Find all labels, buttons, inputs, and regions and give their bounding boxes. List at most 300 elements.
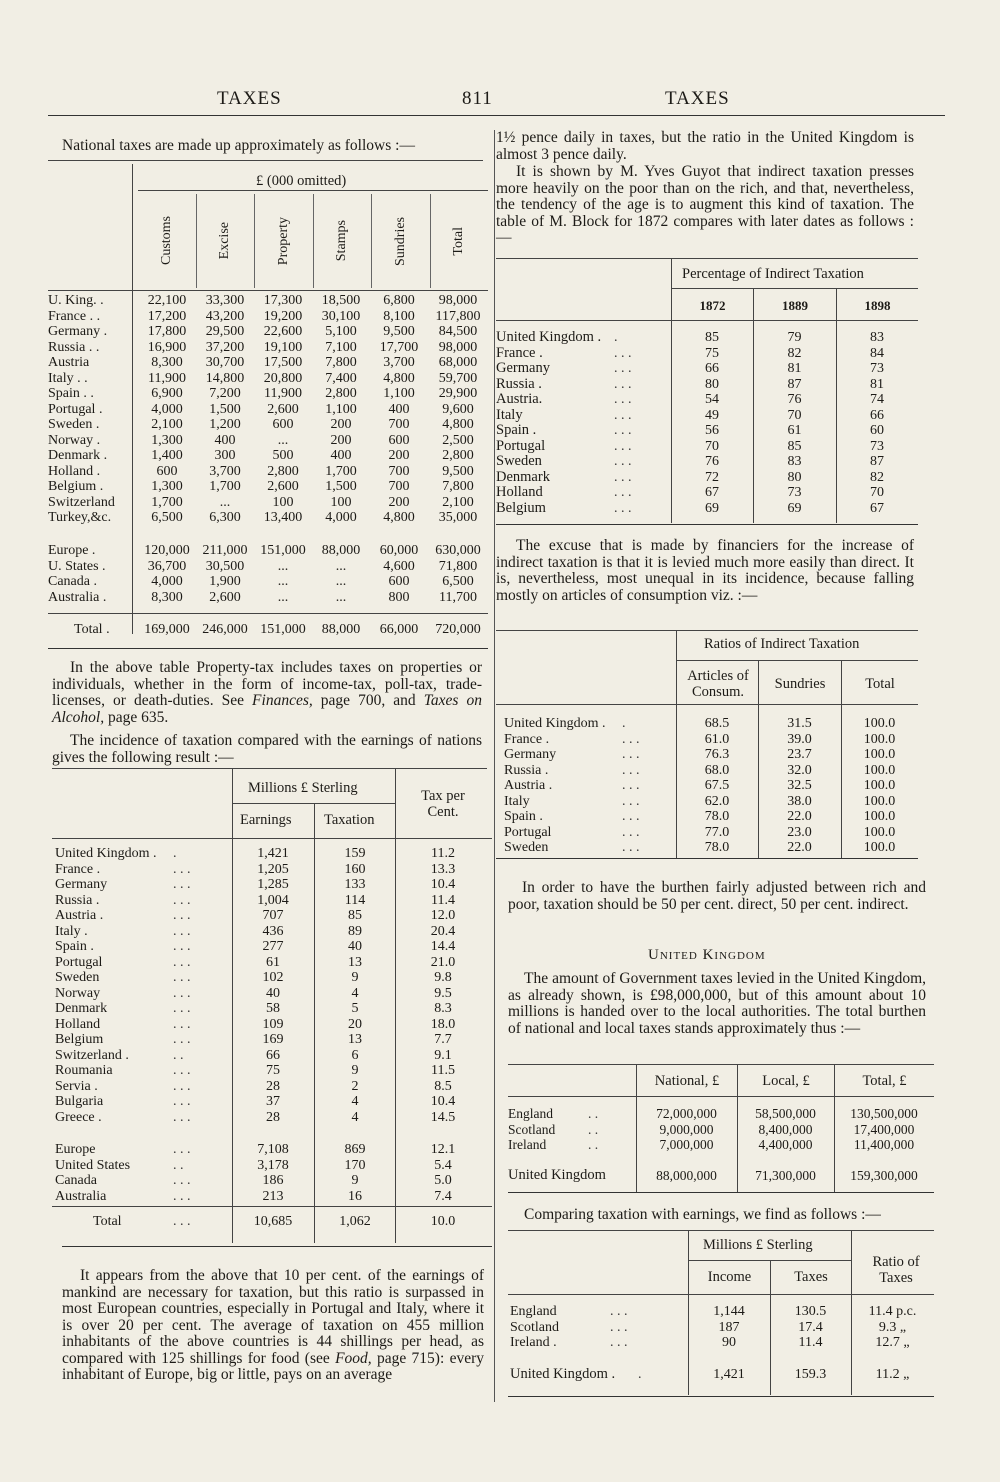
leader-dots: . . . bbox=[173, 877, 191, 892]
row-label: Italy bbox=[496, 406, 523, 423]
t2-total-label: Total bbox=[93, 1214, 122, 1229]
cell: 600 bbox=[388, 432, 410, 448]
cell: 8.5 bbox=[434, 1078, 452, 1094]
table-row bbox=[504, 763, 918, 779]
cell: 3,700 bbox=[383, 355, 415, 370]
cell: 1,144 bbox=[713, 1304, 745, 1319]
cell: 60 bbox=[870, 423, 884, 438]
table-row bbox=[496, 330, 918, 346]
table-row bbox=[55, 1017, 490, 1033]
table-row bbox=[504, 825, 918, 841]
row-label: Holland bbox=[496, 484, 543, 500]
table-row bbox=[55, 1048, 490, 1064]
cell: 36,700 bbox=[147, 558, 187, 574]
cell: 1,300 bbox=[151, 432, 183, 448]
leader-dots: . . bbox=[173, 1047, 184, 1063]
cell: 21.0 bbox=[430, 954, 456, 970]
cell: 9,500 bbox=[383, 324, 415, 339]
cell: 11,900 bbox=[148, 370, 186, 386]
leader-dots: . . . bbox=[610, 1304, 628, 1319]
cell: 170 bbox=[344, 1157, 366, 1173]
cell: 11.4 bbox=[798, 1335, 823, 1350]
cell: 83 bbox=[870, 330, 884, 345]
column-separator bbox=[494, 130, 495, 1402]
leader-dots: . . . bbox=[173, 1032, 191, 1047]
t1-total-label: Total . bbox=[74, 622, 110, 637]
cell: 2,100 bbox=[151, 417, 183, 432]
cell: 67 bbox=[705, 485, 719, 500]
cell: 159.3 bbox=[794, 1367, 827, 1382]
cell: 39.0 bbox=[787, 731, 812, 747]
cell: 73 bbox=[870, 361, 884, 376]
cell: 23.0 bbox=[787, 824, 812, 840]
cell: 22,100 bbox=[147, 293, 187, 308]
row-label: Spain . bbox=[496, 422, 537, 438]
cell: 1,500 bbox=[209, 401, 241, 417]
cell: 159 bbox=[344, 846, 366, 861]
t1-header-rule bbox=[48, 290, 488, 291]
header-rule bbox=[48, 115, 945, 116]
cell: 31.5 bbox=[787, 716, 812, 731]
cell: 72,000,000 bbox=[656, 1106, 717, 1121]
row-label: Spain . bbox=[504, 809, 543, 824]
cell: 32.5 bbox=[787, 778, 812, 793]
cell: 130.5 bbox=[794, 1304, 827, 1319]
cell: 29,900 bbox=[438, 386, 478, 401]
cell: 78.0 bbox=[704, 809, 730, 824]
cell: 5,100 bbox=[325, 324, 357, 339]
cell: 100 bbox=[272, 494, 294, 510]
leader-dots: . . . bbox=[614, 500, 632, 516]
cell: 81 bbox=[787, 361, 802, 376]
cell: 11,900 bbox=[264, 386, 302, 401]
leader-dots: . bbox=[614, 330, 618, 345]
cell: 9 bbox=[351, 1173, 359, 1188]
cell: 9,500 bbox=[442, 463, 474, 479]
cell: 100.0 bbox=[863, 731, 896, 747]
leader-dots: . . bbox=[588, 1137, 599, 1152]
table-row bbox=[48, 293, 488, 309]
row-label: United Kingdom . bbox=[504, 716, 606, 731]
cell: 11,700 bbox=[439, 589, 477, 605]
cell: 20.4 bbox=[430, 923, 456, 939]
t6-total bbox=[510, 1367, 934, 1383]
cell: 6,300 bbox=[209, 510, 241, 525]
row-label: Germany . bbox=[48, 324, 108, 339]
cell: 54 bbox=[705, 392, 719, 407]
cell: 87 bbox=[787, 376, 802, 392]
cell: 133 bbox=[344, 877, 366, 892]
cell: 80 bbox=[787, 469, 802, 485]
table-row bbox=[496, 454, 918, 470]
cell: 73 bbox=[870, 438, 884, 454]
row-label: Portugal bbox=[496, 437, 546, 454]
cell: 8,300 bbox=[151, 589, 183, 605]
row-label: U. States . bbox=[48, 558, 106, 574]
cell: 4,600 bbox=[383, 558, 415, 574]
cell: 35,000 bbox=[438, 510, 478, 525]
cell: 7,400 bbox=[325, 370, 357, 386]
t3-year-1898: 1898 bbox=[864, 298, 891, 313]
cell: 40 bbox=[348, 939, 362, 954]
table-row bbox=[510, 1320, 934, 1336]
cell: 16,900 bbox=[147, 339, 187, 355]
row-label: Italy bbox=[504, 793, 530, 809]
cell: 38.0 bbox=[787, 793, 812, 809]
cell: 186 bbox=[262, 1173, 284, 1188]
table-row bbox=[55, 846, 490, 862]
cell: 72 bbox=[705, 469, 719, 485]
cell: 9 bbox=[351, 1063, 359, 1078]
row-label: France . bbox=[496, 344, 543, 361]
row-label: Russia . . bbox=[48, 339, 100, 355]
cell: 707 bbox=[262, 908, 284, 923]
row-label: Switzerland . bbox=[55, 1047, 129, 1063]
table-row bbox=[496, 346, 918, 362]
cell: 11.4 p.c. bbox=[868, 1304, 917, 1319]
table-row bbox=[48, 622, 488, 638]
table-row bbox=[496, 361, 918, 377]
row-label: Portugal . bbox=[48, 401, 103, 417]
row-label: Portugal bbox=[504, 824, 552, 840]
cell: ... bbox=[277, 589, 289, 605]
table-row bbox=[48, 543, 488, 559]
cell: 100.0 bbox=[863, 747, 896, 762]
table-row bbox=[55, 1079, 490, 1095]
t5-col-local: Local, £ bbox=[762, 1073, 810, 1089]
row-label: Belgium bbox=[496, 499, 546, 516]
cell: 79 bbox=[787, 330, 802, 345]
cell: 1,700 bbox=[325, 463, 357, 479]
leader-dots: . . . bbox=[614, 469, 632, 485]
cell: 85 bbox=[348, 908, 362, 923]
t3-bottom-rule bbox=[496, 524, 918, 525]
row-label: Scotland bbox=[508, 1121, 556, 1137]
cell: 211,000 bbox=[202, 543, 248, 558]
table-row bbox=[48, 510, 488, 526]
cell: 8,300 bbox=[151, 355, 183, 370]
cell: 4,000 bbox=[325, 510, 357, 525]
cell: 17.4 bbox=[798, 1319, 823, 1335]
left-para-1: In the above table Property-tax includes taxes on properties or individuals, whether in the form of income-tax, poll-tax, trade-licenses, or death-duties. See Finances, page 700, and Taxes on Alcohol, page 635. bbox=[52, 659, 482, 726]
cell: 7,200 bbox=[209, 386, 241, 401]
leader-dots: . . . bbox=[173, 1001, 191, 1016]
cell: 89 bbox=[348, 923, 362, 939]
t6-bottom-rule bbox=[508, 1396, 934, 1397]
cell: 58,500,000 bbox=[755, 1106, 816, 1121]
t6-body bbox=[510, 1304, 934, 1351]
cell: 10.0 bbox=[430, 1214, 456, 1229]
cell: 117,800 bbox=[435, 308, 481, 324]
cell: 98,000 bbox=[438, 293, 478, 308]
cell: 81 bbox=[870, 376, 884, 392]
cell: 200 bbox=[388, 448, 410, 463]
cell: 277 bbox=[262, 939, 284, 954]
cell: 62.0 bbox=[704, 793, 730, 809]
cell: 16 bbox=[348, 1188, 362, 1204]
table-row bbox=[48, 309, 488, 325]
cell: 66 bbox=[870, 407, 884, 423]
leader-dots: . . . bbox=[173, 1078, 191, 1094]
cell: 100.0 bbox=[863, 793, 896, 809]
cell: 18.0 bbox=[430, 1016, 456, 1032]
cell: 1,421 bbox=[713, 1367, 745, 1382]
leader-dots: . . . bbox=[622, 731, 640, 747]
table-row bbox=[48, 324, 488, 340]
cell: 2,800 bbox=[325, 386, 357, 401]
leader-dots: . . . bbox=[622, 762, 640, 778]
cell: 1,285 bbox=[257, 877, 289, 892]
cell: 69 bbox=[705, 500, 719, 516]
row-label: Norway . bbox=[48, 432, 101, 448]
cell: ... bbox=[335, 589, 347, 605]
table-row bbox=[508, 1137, 934, 1153]
table-row bbox=[55, 877, 490, 893]
row-label: Sweden bbox=[504, 840, 549, 855]
leader-dots: . . . bbox=[614, 407, 632, 423]
t2-group-rule bbox=[233, 803, 395, 804]
row-label: France . bbox=[55, 861, 101, 877]
leader-dots: . . . bbox=[173, 861, 191, 877]
table-row bbox=[55, 970, 490, 986]
table-row bbox=[55, 893, 490, 909]
right-para-3: The excuse that is made by financiers for the increase of indirect taxation is that it is levied much more easily than direct. It is, nevertheless, most unequal in its incidence, because falling mostly on articles of consumption viz. :— bbox=[496, 537, 914, 604]
cell: 56 bbox=[705, 423, 719, 438]
row-label: Austria . bbox=[504, 778, 553, 793]
t1-top-rule bbox=[48, 160, 483, 161]
cell: 82 bbox=[870, 469, 884, 485]
row-label: England bbox=[510, 1304, 557, 1319]
right-para-2: It is shown by M. Yves Guyot that indirect taxation presses more heavily on the poor than on the rich, and that, nevertheless, the tendency of the age is to augment this kind of taxation. The table of M. Block for 1872 compares with later dates as follows :— bbox=[496, 163, 914, 246]
table-row bbox=[48, 386, 488, 402]
cell: 130,500,000 bbox=[850, 1106, 918, 1121]
cell: 90 bbox=[722, 1335, 736, 1350]
leader-dots: . . . bbox=[173, 923, 191, 939]
right-para-4: In order to have the burthen fairly adjusted between rich and poor, taxation should be 50 per cent. direct, 50 per cent. indirect. bbox=[508, 879, 926, 913]
cell: 19,100 bbox=[263, 339, 303, 355]
table-row bbox=[48, 479, 488, 495]
leader-dots: . bbox=[638, 1367, 642, 1382]
cell: 66,000 bbox=[379, 622, 419, 637]
table-row bbox=[55, 862, 490, 878]
leader-dots: . . . bbox=[614, 376, 632, 392]
leader-dots: . . . bbox=[173, 1109, 191, 1125]
t4-bottom-rule bbox=[496, 858, 918, 859]
cell: 4 bbox=[351, 1094, 359, 1109]
cell: 100 bbox=[330, 494, 352, 510]
cell: 1,100 bbox=[325, 401, 357, 417]
leader-dots: . . . bbox=[614, 345, 632, 361]
leader-dots: . . . bbox=[173, 985, 191, 1001]
t2-total bbox=[55, 1214, 490, 1230]
cell: 17,500 bbox=[263, 355, 303, 370]
cell: 8,100 bbox=[383, 308, 415, 324]
row-label: Spain . . bbox=[48, 386, 94, 401]
cell: 75 bbox=[266, 1063, 280, 1078]
cell: 75 bbox=[705, 345, 719, 361]
leader-dots: . . . bbox=[622, 824, 640, 840]
cell: 160 bbox=[344, 861, 366, 877]
t1-column-headers bbox=[138, 194, 488, 288]
cell: ... bbox=[219, 494, 231, 510]
cell: 2,800 bbox=[442, 448, 474, 463]
leader-dots: . . . bbox=[173, 908, 191, 923]
cell: 8.3 bbox=[434, 1001, 452, 1016]
t5-col-total: Total, £ bbox=[862, 1073, 907, 1089]
right-para-6: Comparing taxation with earnings, we find as follows :— bbox=[524, 1206, 881, 1223]
row-label: Norway bbox=[55, 985, 101, 1001]
table-row bbox=[510, 1335, 934, 1351]
t2-group-header: Millions £ Sterling bbox=[248, 780, 358, 796]
cell: 68,000 bbox=[438, 355, 478, 370]
cell: 2,600 bbox=[267, 479, 299, 494]
header-left-title: TAXES bbox=[217, 88, 282, 109]
cell: 6,500 bbox=[442, 574, 474, 589]
t2-body-2 bbox=[55, 1142, 490, 1204]
table-row bbox=[496, 377, 918, 393]
table-row bbox=[510, 1304, 934, 1320]
cell: 6 bbox=[351, 1047, 359, 1063]
t6-col-ratio: Ratio of Taxes bbox=[872, 1254, 920, 1286]
leader-dots: . . . bbox=[610, 1319, 628, 1335]
page-number: 811 bbox=[462, 88, 493, 109]
table-row bbox=[55, 1063, 490, 1079]
cell: 9,000,000 bbox=[659, 1121, 714, 1137]
row-label: Russia . bbox=[504, 762, 549, 778]
t1-col-property: Property bbox=[275, 216, 291, 266]
cell: 77.0 bbox=[704, 824, 730, 840]
cell: 720,000 bbox=[435, 622, 481, 637]
t4-group-rule bbox=[677, 660, 918, 661]
cell: 49 bbox=[705, 407, 719, 423]
leader-dots: . . . bbox=[622, 747, 640, 762]
cell: 1,400 bbox=[151, 448, 183, 463]
t5-body bbox=[508, 1106, 934, 1153]
leader-dots: . . bbox=[173, 1157, 184, 1173]
cell: 700 bbox=[388, 463, 410, 479]
leader-dots: . . . bbox=[173, 954, 191, 970]
cell: 100.0 bbox=[863, 762, 896, 778]
cell: 20 bbox=[348, 1016, 362, 1032]
leader-dots: . . bbox=[588, 1121, 599, 1137]
cell: 7,800 bbox=[325, 355, 357, 370]
t3-year-1889: 1889 bbox=[782, 298, 808, 313]
cell: 10.4 bbox=[430, 877, 456, 892]
t2-col-pct: Tax per Cent. bbox=[421, 788, 465, 820]
cell: 6,900 bbox=[151, 386, 183, 401]
t2-col-taxation: Taxation bbox=[324, 812, 375, 828]
cell: 213 bbox=[262, 1188, 284, 1204]
table-row bbox=[48, 340, 488, 356]
right-para-1: 1½ pence daily in taxes, but the ratio in the United Kingdom is almost 3 pence daily. bbox=[496, 129, 914, 163]
cell: 66 bbox=[705, 361, 719, 376]
cell: 85 bbox=[787, 438, 802, 454]
header-right-title: TAXES bbox=[665, 88, 730, 109]
cell: 71,800 bbox=[438, 558, 478, 574]
cell: 700 bbox=[388, 417, 410, 432]
row-label: Austria bbox=[48, 355, 90, 370]
t1-col-sundries: Sundries bbox=[392, 216, 408, 266]
cell: 187 bbox=[718, 1319, 740, 1335]
leader-dots: . . . bbox=[173, 1188, 191, 1204]
cell: 28 bbox=[266, 1078, 280, 1094]
cell: 13.3 bbox=[430, 861, 456, 877]
cell: 43,200 bbox=[205, 308, 245, 324]
t1-body bbox=[48, 293, 488, 526]
cell: 100.0 bbox=[863, 716, 896, 731]
table-row bbox=[48, 402, 488, 418]
cell: 98,000 bbox=[438, 339, 478, 355]
t3-header-rule bbox=[496, 320, 918, 321]
table-row bbox=[496, 470, 918, 486]
table-row bbox=[48, 448, 488, 464]
row-label: Ireland bbox=[508, 1137, 547, 1152]
t1-col-excise: Excise bbox=[217, 222, 233, 260]
t1-bottom-rule bbox=[48, 648, 488, 649]
cell: 2,800 bbox=[267, 463, 299, 479]
cell: 1,200 bbox=[209, 417, 241, 432]
cell: 22.0 bbox=[787, 809, 812, 824]
cell: 600 bbox=[272, 417, 294, 432]
cell: 85 bbox=[705, 330, 719, 345]
row-label: Italy . . bbox=[48, 370, 88, 386]
t6-col-taxes: Taxes bbox=[794, 1269, 828, 1285]
cell: 17,700 bbox=[379, 339, 419, 355]
cell: 9,600 bbox=[442, 401, 474, 417]
t1-group-rule bbox=[138, 190, 488, 191]
cell: 30,100 bbox=[321, 308, 361, 324]
row-label: Portugal bbox=[55, 954, 103, 970]
cell: 8,400,000 bbox=[758, 1121, 813, 1137]
leader-dots: . . . bbox=[173, 939, 191, 954]
uk-earnings-table bbox=[508, 1230, 934, 1400]
cell: 2,500 bbox=[442, 432, 474, 448]
cell: 12.0 bbox=[430, 908, 456, 923]
table-row bbox=[496, 485, 918, 501]
table-row bbox=[55, 955, 490, 971]
earnings-table bbox=[52, 768, 492, 1248]
row-label: Europe bbox=[55, 1142, 96, 1157]
cell: ... bbox=[335, 574, 347, 589]
table-row bbox=[48, 433, 488, 449]
t6-header-rule bbox=[508, 1294, 934, 1295]
cell: 1,421 bbox=[257, 846, 289, 861]
cell: 4,800 bbox=[383, 510, 415, 525]
leader-dots: . . . bbox=[610, 1335, 628, 1350]
cell: 200 bbox=[388, 494, 410, 510]
cell: 61 bbox=[266, 954, 280, 970]
leader-dots: . . . bbox=[614, 438, 632, 454]
cell: ... bbox=[277, 432, 289, 448]
cell: 3,700 bbox=[209, 463, 241, 479]
cell: 700 bbox=[388, 479, 410, 494]
t4-body bbox=[504, 716, 918, 856]
cell: 13 bbox=[348, 1032, 362, 1047]
cell: 61.0 bbox=[704, 731, 730, 747]
table-row bbox=[55, 1173, 490, 1189]
cell: 3,178 bbox=[257, 1157, 289, 1173]
cell: 630,000 bbox=[435, 543, 481, 558]
table-row bbox=[496, 501, 918, 517]
cell: 11.5 bbox=[431, 1063, 455, 1078]
table-row bbox=[496, 423, 918, 439]
cell: 66 bbox=[266, 1047, 280, 1063]
t3-body bbox=[496, 330, 918, 516]
table-row bbox=[55, 1001, 490, 1017]
table-row bbox=[504, 809, 918, 825]
table-row bbox=[55, 924, 490, 940]
row-label: Sweden bbox=[55, 970, 100, 985]
